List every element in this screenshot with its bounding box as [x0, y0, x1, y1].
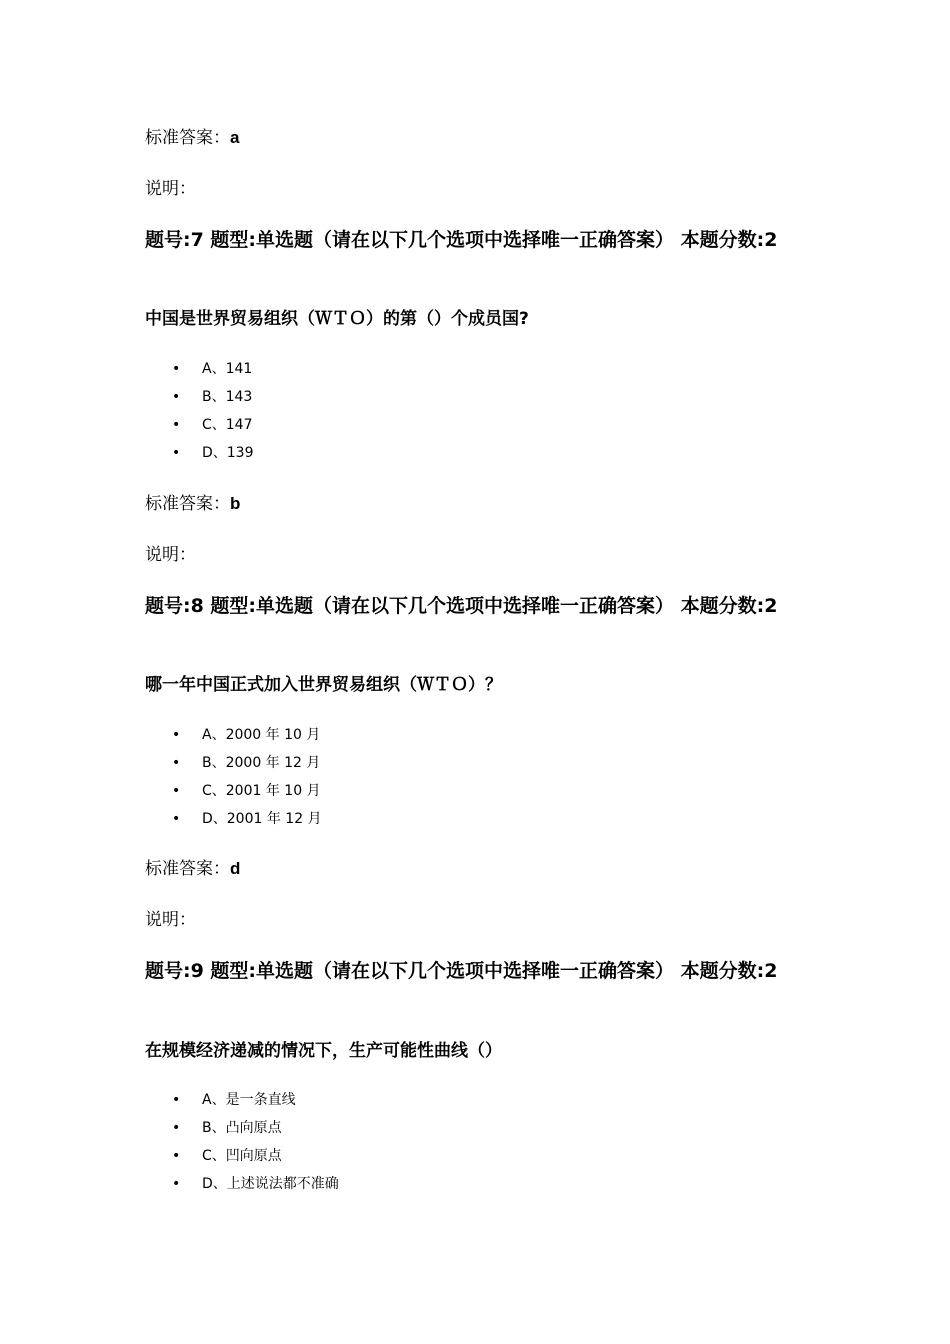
option-label: D、139 [202, 445, 254, 461]
bullet-icon: • [172, 1176, 181, 1192]
bullet-icon: • [172, 361, 181, 377]
option-label: A、是一条直线 [202, 1092, 296, 1108]
option-label: C、凹向原点 [202, 1148, 282, 1164]
explanation-label: 说明： [145, 545, 196, 565]
option-label: B、凸向原点 [202, 1120, 282, 1136]
option-label: A、2000 年 10 月 [202, 727, 321, 743]
bullet-icon: • [172, 1148, 181, 1164]
standard-answer [145, 127, 239, 149]
question-text: 在规模经济递减的情况下，生产可能性曲线（） [145, 1041, 502, 1061]
option-label: D、上述说法都不准确 [202, 1176, 339, 1192]
option-label: C、2001 年 10 月 [202, 783, 321, 799]
option-label: A、141 [202, 361, 253, 377]
answer-label: 标准答案： [145, 128, 230, 148]
bullet-icon: • [172, 445, 181, 461]
question-text: 哪一年中国正式加入世界贸易组织（ＷＴＯ）？ [145, 675, 502, 695]
option-label: D、2001 年 12 月 [202, 811, 322, 827]
answer-label: 标准答案： [145, 494, 230, 514]
answer-label: 标准答案： [145, 859, 230, 879]
question-header: 题号:9 题型:单选题（请在以下几个选项中选择唯一正确答案） 本题分数:2 [145, 960, 778, 982]
answer-value: d [230, 859, 241, 878]
option-label: C、147 [202, 417, 253, 433]
question-header: 题号:7 题型:单选题（请在以下几个选项中选择唯一正确答案） 本题分数:2 [145, 229, 778, 251]
option-label: B、143 [202, 389, 253, 405]
explanation-label: 说明： [145, 910, 196, 930]
option-label: B、2000 年 12 月 [202, 755, 321, 771]
bullet-icon: • [172, 783, 181, 799]
standard-answer [145, 858, 240, 880]
bullet-icon: • [172, 811, 181, 827]
bullet-icon: • [172, 1092, 181, 1108]
bullet-icon: • [172, 755, 181, 771]
standard-answer [145, 493, 240, 515]
explanation-label: 说明： [145, 179, 196, 199]
bullet-icon: • [172, 417, 181, 433]
bullet-icon: • [172, 389, 181, 405]
question-header: 题号:8 题型:单选题（请在以下几个选项中选择唯一正确答案） 本题分数:2 [145, 595, 778, 617]
question-text: 中国是世界贸易组织（ＷＴＯ）的第（）个成员国? [145, 309, 529, 329]
bullet-icon: • [172, 727, 181, 743]
bullet-icon: • [172, 1120, 181, 1136]
answer-value: b [230, 494, 241, 513]
answer-value: a [230, 128, 240, 147]
